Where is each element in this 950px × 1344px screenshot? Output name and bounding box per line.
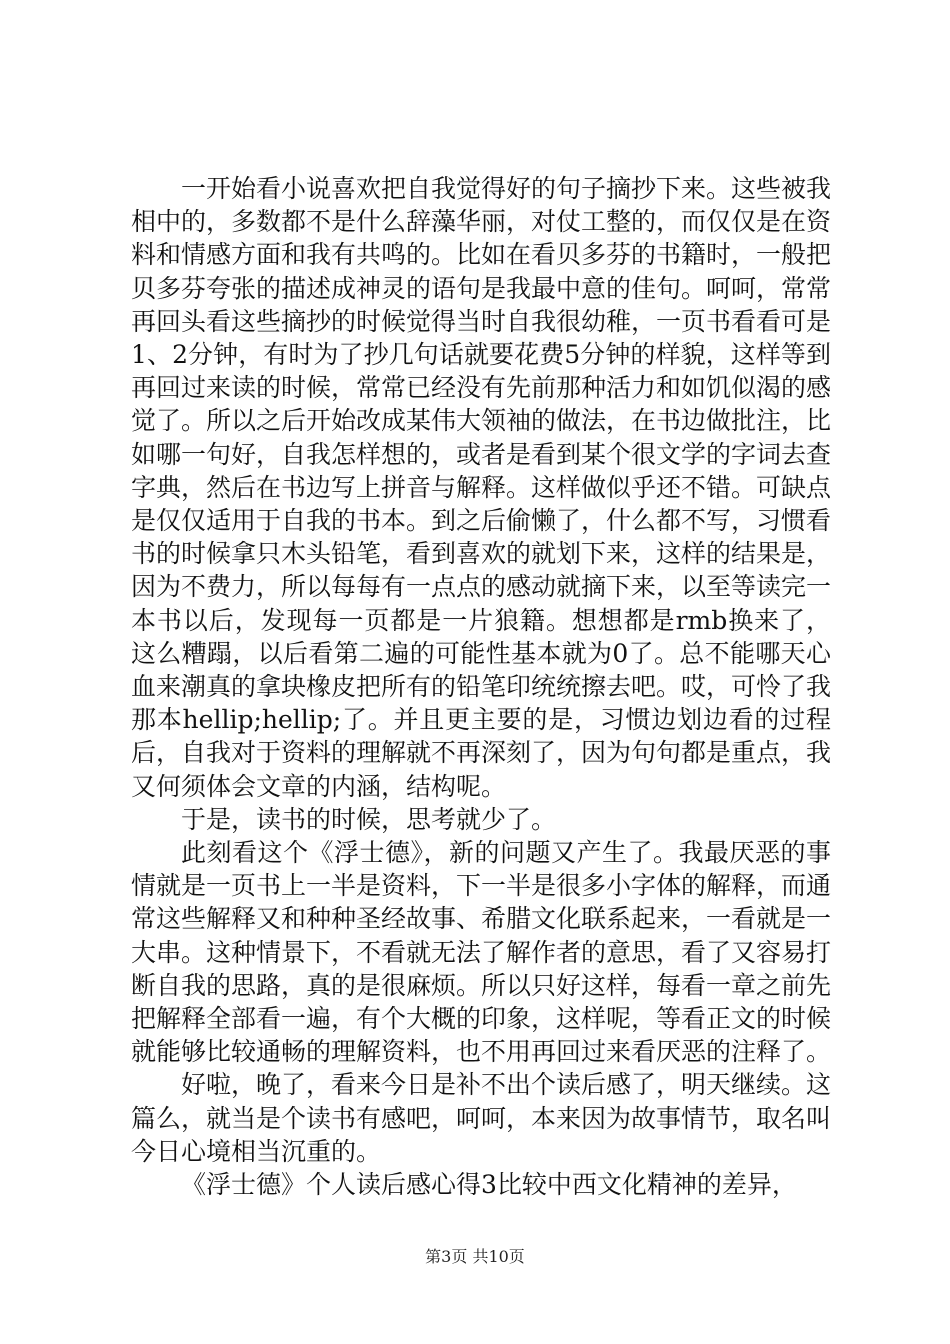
paragraph: 一开始看小说喜欢把自我觉得好的句子摘抄下来。这些被我相中的，多数都不是什么辞藻华丽，对仗工整的，而仅仅是在资料和情感方面和我有共鸣的。比如在看贝多芬的书籍时，一般把贝多芬夸张的描述成神灵的语句是我最中意的佳句。呵呵，常常再回头看这些摘抄的时候觉得当时自我很幼稚，一页书看看可是1、2分钟，有时为了抄几句话就要花费5分钟的样貌，这样等到再回过来读的时候，常常已经没有先前那种活力和如饥似渴的感觉了。所以之后开始改成某伟大领袖的做法，在书边做批注，比如哪一句好，自我怎样想的，或者是看到某个很文学的字词去查字典，然后在书边写上拼音与解释。这样做似乎还不错。可缺点是仅仅适用于自我的书本。到之后偷懒了，什么都不写，习惯看书的时候拿只木头铅笔，看到喜欢的就划下来，这样的结果是，因为不费力，所以每每有一点点的感动就摘下来，以至等读完一本书以后，发现每一页都是一片狼籍。想想都是rmb换来了，这么糟蹋，以后看第二遍的可能性基本就为0了。总不能哪天心血来潮真的拿块橡皮把所有的铅笔印统统擦去吧。哎，可怜了我那本hellip;hellip;了。并且更主要的是，习惯边划边看的过程后，自我对于资料的理解就不再深刻了，因为句句都是重点，我又何须体会文章的内涵，结构呢。 [131,174,832,801]
paragraph: 此刻看这个《浮士德》，新的问题又产生了。我最厌恶的事情就是一页书上一半是资料，下一半是很多小字体的解释，而通常这些解释又和种种圣经故事、希腊文化联系起来，一看就是一大串。这种情景下，不看就无法了解作者的意思，看了又容易打断自我的思路，真的是很麻烦。所以只好这样，每看一章之前先把解释全部看一遍，有个大概的印象，这样呢，等看正文的时候就能够比较通畅的理解资料，也不用再回过来看厌恶的注释了。 [131,838,832,1067]
page-footer: 第3页 共10页 [425,1247,525,1266]
paragraph: 于是，读书的时候，思考就少了。 [181,804,557,834]
document-body [131,172,831,1201]
paragraph: 《浮士德》个人读后感心得3比较中西文化精神的差异， [181,1170,797,1200]
paragraph: 好啦，晚了，看来今日是补不出个读后感了，明天继续。这篇么，就当是个读书有感吧，呵呵，本来因为故事情节，取名叫今日心境相当沉重的。 [131,1070,832,1166]
